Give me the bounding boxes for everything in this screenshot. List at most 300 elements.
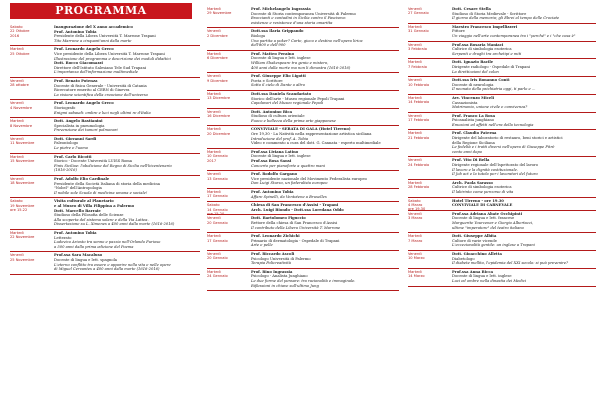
entry-date-line: Martedì	[207, 269, 221, 274]
speaker-role: Letterato	[54, 235, 72, 240]
talk-title: Il nobile sole Scuola di medicina umana e sociale!	[54, 190, 148, 195]
entry-date-line: Martedì	[10, 230, 24, 235]
event-title: e al Museo di Villa Filippina a Palermo	[54, 204, 135, 208]
speaker-role: Poeta e Scrittore	[251, 78, 283, 83]
entry-date-line: Venerdì	[10, 101, 24, 106]
speaker-role: della Regione Siciliana	[452, 140, 495, 145]
programme-title: PROGRAMMA	[55, 4, 147, 17]
speaker-role: Cultore di varie vicende	[452, 238, 497, 243]
entry-date-line: 21 Febbraio	[408, 135, 430, 140]
entry-date-line: Venerdì	[207, 216, 221, 221]
entry-body	[452, 181, 596, 195]
entry-body	[251, 216, 399, 230]
entry-body	[452, 252, 596, 266]
entry-body	[452, 158, 596, 176]
event-title: Hotel Tirreno - ore 19.30	[452, 198, 504, 203]
programme-entry	[207, 189, 399, 202]
entry-date-line: Sabato	[408, 198, 421, 203]
entry-body	[452, 212, 596, 230]
speaker-name: Prof. Antonino Tobia	[54, 230, 97, 235]
entry-body	[251, 172, 399, 186]
entry-date-line: 2 Dicembre	[207, 33, 228, 38]
talk-title: William Shakespeare tra genio e mistero,	[251, 60, 329, 65]
speaker-role: Docente di neurologia	[452, 82, 494, 87]
entry-date	[408, 158, 450, 167]
entry-date	[408, 7, 450, 16]
entry-date-line: 16 Dicembre	[207, 114, 231, 119]
speaker-name: Prof. Franco La Rosa	[452, 113, 496, 118]
entry-date	[408, 252, 450, 261]
programme-entry	[408, 130, 596, 157]
talk-title: di Miguel Cervantes a 400 anni dalla morte (1616-2016)	[54, 267, 160, 272]
entry-date	[408, 212, 450, 221]
entry-body	[251, 203, 399, 212]
speaker-name: Dott. Angelo Bastianini	[54, 119, 103, 124]
speaker-role: Specialista in pneumologia	[54, 123, 105, 128]
speaker-role: Presidente della Società Italiana di storia della medicina	[54, 181, 160, 186]
entry-date	[408, 25, 450, 34]
talk-title: Le due forme del pensare: tra razionalità e immaginale.	[251, 278, 356, 283]
entry-date	[207, 270, 249, 279]
speaker-name: Prof. Leonardo Angelo Greco	[54, 47, 114, 52]
programme-entry	[207, 126, 399, 148]
entry-date	[10, 199, 52, 212]
talk-title: Le pietre e l'uomo	[54, 146, 88, 151]
programme-entry	[408, 59, 596, 77]
speaker-name: Prof.ssa Anna Ricca	[452, 269, 493, 274]
entry-date-line: Venerdì	[10, 253, 24, 258]
entry-date-line: 10 Marzo	[408, 256, 425, 261]
programme-entry	[408, 198, 596, 211]
entry-body	[251, 74, 399, 88]
talk-title: Le fedeltà e i tratti diversi nell'opera di Giuseppe Pitrè	[452, 145, 555, 150]
speaker-name: Dott. Giuseppe Albita	[452, 234, 497, 239]
entry-date-line: 3 Febbraio	[408, 46, 427, 51]
entry-body	[251, 190, 399, 199]
entry-date-line: 10 Febbraio	[408, 82, 430, 87]
programme-entry	[408, 251, 596, 269]
entry-date-line: Martedì	[207, 149, 221, 154]
talk-title: Enigmi sabaudi: ombre e luci negli ultimi re d'Italia	[54, 110, 151, 115]
speaker-role: Cultrice di simbologia esoterica	[452, 47, 512, 52]
speaker-name: Dott. Ignazio Bacile	[452, 60, 494, 65]
speaker-name: Maestro Francesco Impellizzeri	[452, 24, 518, 29]
entry-date	[207, 110, 249, 119]
entry-date-line: Martedì	[207, 190, 221, 194]
entry-body	[251, 127, 399, 145]
entry-date-line: 4 Novembre	[10, 105, 33, 110]
talk-title: Il Job act e la tutela per i lavoratori del futuro	[452, 172, 538, 177]
speaker-role: Storico dell'arte - Museo regionale Pepoli Trapani	[251, 96, 345, 101]
programme-entry	[207, 91, 399, 109]
entry-date-line: 17 Febbraio	[408, 118, 430, 123]
programme-entry	[10, 198, 200, 230]
speaker-role: Ore 19,30 - La Natività nella rappresentazione artistica siciliana	[251, 132, 372, 137]
speaker-role: Psicologo Università di Palermo	[251, 256, 311, 261]
talk-title: Arte e pelle	[251, 243, 273, 248]
programme-entry	[408, 157, 596, 179]
entry-body	[54, 25, 200, 43]
entry-date-line: Martedì	[408, 234, 422, 239]
speaker-role: Direttore dell'Istituto Salesiano Tele Sud Trapani	[54, 65, 147, 70]
talk-title: Fuoco e bellezza della prima arte giapponese	[251, 118, 336, 123]
entry-date-line: 24 Febbraio	[408, 162, 430, 167]
speaker-role: Docente di Storia contemporanea Università di Palermo	[251, 11, 356, 16]
entry-date	[207, 74, 249, 83]
programme-entry	[408, 113, 596, 131]
entry-body	[452, 7, 596, 21]
entry-date-line: Martedì	[408, 95, 422, 100]
entry-date	[207, 7, 249, 16]
entry-date	[408, 114, 450, 123]
talk-title: Un viaggio nell'arte contemporanea tra i "perché" e i "che cosa è"	[452, 33, 576, 38]
entry-date-line: 27 Gennaio	[408, 11, 429, 16]
programme-entry	[408, 233, 596, 251]
entry-body	[452, 270, 596, 284]
entry-body	[54, 199, 200, 227]
speaker-name: Prof. Rino Ingrassia	[251, 269, 293, 274]
entry-date-line: Venerdì	[207, 109, 221, 114]
entry-date	[10, 231, 52, 240]
entry-date-line: Martedì	[408, 269, 422, 274]
entry-body	[251, 29, 399, 47]
speaker-name: Dott. Marcello Barraie	[54, 208, 101, 213]
programme-entry	[207, 6, 399, 28]
event-title: CONVIVIALE DI CARNEVALE	[452, 203, 513, 208]
talk-title: dell'800 e dell'900	[251, 43, 286, 48]
programme-entry	[207, 149, 399, 171]
entry-date-line: Martedì	[408, 24, 422, 29]
entry-date-line: 9 Dicembre	[207, 78, 228, 83]
entry-date-line: Martedì	[207, 51, 221, 56]
talk-title: L'eccezionalità gentile: un inglese a Trapani	[452, 243, 535, 248]
entry-date	[408, 181, 450, 190]
speaker-role: Storiografo	[54, 105, 76, 110]
programme-entry	[408, 42, 596, 60]
entry-date-line: Martedì	[408, 131, 422, 136]
entry-body	[452, 78, 596, 92]
talk-title: Riflessioni in chiave sull'ultimo Jung	[251, 283, 319, 288]
talk-title: Introduzione del prof. A. Tobia	[251, 136, 309, 141]
entry-body	[251, 52, 399, 70]
speaker-role: Biologa	[251, 33, 266, 38]
speaker-name: Prof. Leonardo Angelo Greco	[54, 101, 114, 106]
speaker-role: Studioso di cultura orientale	[251, 114, 305, 119]
talk-title: (1816-2016)	[54, 168, 77, 173]
talk-title: Illustrazione del programma e descrizione dei moduli didattici	[54, 56, 171, 61]
speaker-role: Ricercatore emerito al CERN di Ginevra	[54, 88, 130, 93]
entry-body	[54, 137, 200, 151]
speaker-role: Studioso della Filosofia delle Scienze	[54, 213, 124, 218]
speaker-name: Prof. Leonardo Zichichi	[251, 234, 300, 239]
speaker-role: Vice presidente della Libera Università T. Marrone Trapani	[54, 51, 165, 56]
entry-date	[10, 47, 52, 56]
programme-entry	[10, 136, 200, 154]
programme-entry	[207, 251, 399, 269]
talk-title: Capolavori del Museo regionale Pepoli	[251, 101, 324, 106]
speaker-role: Rettore della chiesa di San Francesco d'Assisi	[251, 220, 338, 225]
talk-title: Il neonato della psichiatria oggi, ti parlo e ...	[452, 87, 536, 92]
entry-date-line: 20 Dicembre	[207, 131, 231, 136]
speaker-role: Paleontologo	[54, 141, 79, 146]
speaker-name: Prof.ssa Rosa Sansi	[251, 159, 292, 164]
entry-body	[54, 155, 200, 173]
speaker-name: Dott. Giovanni Sardi	[54, 136, 97, 141]
talk-title: Concerto per pianoforte a quattro mani	[251, 163, 325, 168]
programme-entry	[10, 78, 200, 100]
entry-date-line: 14 Marzo	[408, 274, 425, 279]
entry-body	[452, 96, 596, 110]
programme-entry	[207, 269, 399, 291]
speaker-role: Cultrice di simbologia esoterica	[452, 185, 512, 190]
speaker-name: Prof. Carlo Ricotti	[54, 154, 92, 159]
entry-date	[10, 101, 52, 110]
entry-date	[207, 216, 249, 225]
entry-body	[251, 92, 399, 106]
entry-date-line: 11 Novembre	[10, 141, 35, 146]
speaker-name: Prof. Renato Potenza	[54, 78, 98, 83]
speaker-role: Storico - Docente Università LUISS Roma	[54, 159, 132, 164]
talk-title: Il diabete mellito, l'epidemia del XXI secolo: si può prevenire?	[452, 261, 569, 266]
entry-date	[207, 29, 249, 38]
entry-date-line: Martedì	[10, 47, 24, 52]
entry-body	[54, 177, 200, 195]
programme-entry	[207, 51, 399, 73]
entry-date-line: 2016	[10, 33, 20, 38]
entry-body	[452, 43, 596, 57]
entry-date	[408, 234, 450, 243]
entry-date-line: 31 Gennaio	[408, 29, 429, 34]
speaker-name: Prof. Matteo Peraino	[251, 51, 295, 56]
speaker-role: Dirigente del laboratorio di restauro, beni storici e artistici	[452, 136, 563, 141]
entry-date	[408, 131, 450, 140]
entry-date	[10, 253, 52, 262]
entry-date	[10, 119, 52, 128]
entry-date-line: Venerdì	[10, 78, 24, 83]
entry-date-line: 20 Gennaio	[207, 256, 228, 261]
programme-entry	[408, 211, 596, 233]
entry-date-line: Sabato	[10, 25, 23, 29]
entry-date	[207, 150, 249, 163]
talk-title: ultime "imperatore" del teatro italiano	[452, 225, 524, 230]
entry-date-line: Martedì	[10, 154, 24, 159]
entry-date	[10, 25, 52, 38]
programme-entry	[207, 215, 399, 233]
entry-date-line: 13 Gennaio	[207, 176, 228, 181]
entry-date-line: 22 Ottobre	[10, 29, 30, 34]
speaker-name: Dott.ssa Ilaria Grippando	[251, 29, 304, 34]
entry-date-line: Venerdì	[10, 177, 24, 182]
speaker-name: Prof. Antonino Tobia	[54, 29, 97, 34]
talk-title: Tito Marrone a cinquant'anni dalla morte	[54, 38, 132, 43]
entry-body	[452, 60, 596, 74]
entry-date-line: 2017	[207, 158, 217, 163]
entry-body	[54, 231, 200, 249]
entry-date	[207, 252, 249, 261]
talk-title: Alla scoperta del sistema solare e della Via Lattea.	[54, 217, 149, 222]
talk-title: Matrimonio, unione civile e convivenza?	[452, 105, 528, 110]
speaker-name: Dott. Bartolomeo Figuccio	[251, 216, 306, 221]
talk-title: Una partita a poker? Carte, gioco e destino nell'opera lirica	[251, 38, 363, 43]
event-title: Inaugurazione del X anno accademico	[54, 25, 133, 29]
column-1	[10, 24, 200, 275]
entry-date-line: 15 Novembre	[10, 159, 35, 164]
entry-date	[10, 177, 52, 186]
entry-date-line: 8 Novembre	[10, 123, 33, 128]
entry-date-line: 4 Marzo	[408, 203, 423, 207]
talk-title: Il contributo della Libera Università T. Marrone	[251, 225, 341, 230]
entry-date-line: 22 Novembre	[10, 235, 35, 240]
entry-date	[408, 96, 450, 105]
entry-body	[251, 7, 399, 25]
programme-entry	[408, 6, 596, 24]
speaker-name: Dott. Gioacchino Alletta	[452, 251, 502, 256]
talk-title: 400 anni dalla morte ma non li dimostra (1616-2016)	[251, 65, 351, 70]
entry-date-line: Venerdì	[207, 74, 221, 79]
entry-date-line: Venerdì	[408, 251, 422, 256]
entry-date-line: 14 Febbraio	[408, 100, 430, 105]
speaker-role: Diabetologo	[452, 256, 475, 261]
entry-date-line: Venerdì	[408, 7, 422, 11]
entry-date	[207, 234, 249, 243]
entry-date-line: 14 Gennaio	[207, 207, 228, 212]
speaker-role: Vice presidente nazionale del Movimento Federalista europeo	[251, 176, 367, 181]
speaker-role: Docente di lingua e lett. inglese	[251, 154, 311, 159]
entry-date-line: 19 Novembre	[10, 203, 35, 208]
speaker-role: Dirigente regionale dell'Ispettorato del lavoro	[452, 163, 539, 168]
programme-entry	[10, 118, 200, 136]
entry-date-line: 17 Gennaio	[207, 238, 228, 243]
entry-date-line: Venerdì	[10, 136, 24, 141]
entry-date-line: 3 Marzo	[408, 216, 423, 221]
entry-date-line: Venerdì	[408, 78, 422, 83]
speaker-name: Prof. Rodolfo Gargano	[251, 172, 298, 177]
talk-title: La diretticaioni del colon	[452, 69, 499, 74]
programme-entry	[207, 233, 399, 251]
entry-date-line: Venerdì	[408, 42, 422, 47]
entry-date-line: ore 15.22	[10, 208, 28, 213]
entry-date	[408, 270, 450, 279]
programme-entry	[10, 46, 200, 78]
programme-entry	[408, 24, 596, 42]
entry-date-line: Venerdì	[408, 113, 422, 118]
speaker-name: Dott. Antonino Bica	[251, 109, 292, 114]
entry-date-line: Martedì	[207, 127, 221, 132]
entry-date-line: Sabato	[207, 203, 220, 208]
speaker-role: "Nobel" dell'Antropologia	[54, 186, 102, 191]
speaker-name: Arch. Luigi Biondo - Dott.ssa Loredana Oddo	[251, 207, 344, 212]
entry-date-line: Martedì	[408, 60, 422, 65]
event-title: Visita culturale al Planetario	[54, 199, 114, 204]
talk-title: Don Luigi Sturzo, un federalista europeo	[251, 181, 328, 186]
talk-title: Il giorno della memoria; gli Ebrei al tempo delle Crociate	[452, 16, 560, 21]
speaker-role: Psicanalista junghiano	[452, 118, 494, 123]
programme-entry	[207, 202, 399, 215]
speaker-name: Prof.ssa Sara Macaluso	[54, 253, 103, 258]
programme-header	[0, 0, 200, 20]
programme-entry	[10, 154, 200, 176]
entry-date-line: 28 Febbraio	[408, 185, 430, 190]
programme-entry	[408, 95, 596, 113]
entry-date	[10, 155, 52, 164]
entry-body	[452, 199, 596, 208]
talk-title: Braccianti e contadini in Sicilia contro il Fascismo:	[251, 16, 347, 21]
speaker-name: Prof. Riccardo Ascoli	[251, 251, 295, 256]
speaker-role: Docente di lingua e lett. spagnola	[54, 257, 117, 262]
entry-date-line: 28 ottobre	[10, 83, 29, 88]
programme-entry	[408, 269, 596, 287]
entry-body	[54, 79, 200, 97]
speaker-role: Cassazionista	[452, 100, 478, 105]
entry-date-line: Venerdì	[207, 29, 221, 34]
entry-date-line: 6 Dicembre	[207, 56, 228, 61]
entry-date-line: Martedì	[408, 180, 422, 185]
speaker-name: Prof. Michelangelo Ingrassia	[251, 7, 311, 11]
programme-entry	[10, 24, 200, 46]
entry-body	[452, 131, 596, 154]
talk-title: Marguerite Yourcenar e Giorgio Albertazzi,	[452, 220, 534, 225]
programme-entry	[207, 28, 399, 50]
entry-date-line: 7 Marzo	[408, 238, 423, 243]
entry-date-line: Martedì	[207, 91, 221, 96]
programme-entry	[408, 77, 596, 95]
entry-date-line: 7 Febbraio	[408, 64, 427, 69]
entry-body	[251, 110, 399, 124]
entry-date-line: 18 Novembre	[10, 181, 35, 186]
entry-date-line: Venerdì	[408, 211, 422, 216]
speaker-name: Prof. Giuseppe Elio Ligotti	[251, 74, 306, 79]
speaker-role: Pittore	[452, 29, 465, 34]
talk-title: Emozioni ed affetti nell'era della tecnologia	[452, 122, 534, 127]
talk-title: a 500 anni dalla prima edizione del Poema	[54, 244, 134, 249]
speaker-name: Prof. Vito Di Bella	[452, 158, 490, 163]
talk-title: Dissertazione su L. Ximenes a 400 anni dalla morte (1616-2016)	[54, 222, 175, 227]
entry-body	[452, 114, 596, 128]
talk-title: Luci ed ombre nella dinastia dei Medici	[452, 278, 527, 283]
entry-body	[251, 270, 399, 288]
entry-date-line: Venerdì	[408, 158, 422, 163]
speaker-role: Docente di lingua e lett. inglese	[452, 274, 512, 279]
entry-date-line: 10 Gennaio	[207, 154, 228, 159]
programme-entry	[207, 109, 399, 127]
column-2	[207, 6, 399, 291]
entry-body	[251, 252, 399, 266]
entry-date-line: Martedì	[207, 7, 221, 11]
speaker-name: Prof.ssa Adriana Abate Occhipinti	[452, 211, 522, 216]
entry-date	[207, 190, 249, 199]
talk-title: La visione scientifica della creazione dell'universo	[54, 92, 148, 97]
entry-date-line: 29 Novembre	[207, 11, 232, 16]
speaker-role: Video e commento a cura del dott. G. Cannata - esperto multimediale	[251, 141, 381, 146]
speaker-role: Psicologo - Analista Junghiano	[251, 274, 308, 279]
entry-body	[251, 234, 399, 248]
programme-entry	[10, 252, 200, 274]
entry-date	[10, 79, 52, 88]
entry-body	[54, 101, 200, 115]
talk-title: Sotto il cielo di Dante o altro	[251, 83, 305, 88]
entry-date-line: 25 Ottobre	[10, 51, 30, 56]
entry-date-line: Martedì	[10, 119, 24, 124]
entry-date-line: ore 15.20	[207, 212, 225, 216]
speaker-name: Prof.ssa Liviana Latino	[251, 149, 299, 154]
column-3	[408, 6, 596, 287]
talk-title: Terapia Policreatività	[251, 261, 291, 266]
entry-date-line: Venerdì	[207, 251, 221, 256]
entry-date	[10, 137, 52, 146]
talk-title: cento anni dopo	[452, 149, 482, 154]
entry-date	[408, 78, 450, 87]
speaker-name: Dott.ssa Iris Bonanno Conti	[452, 78, 510, 83]
